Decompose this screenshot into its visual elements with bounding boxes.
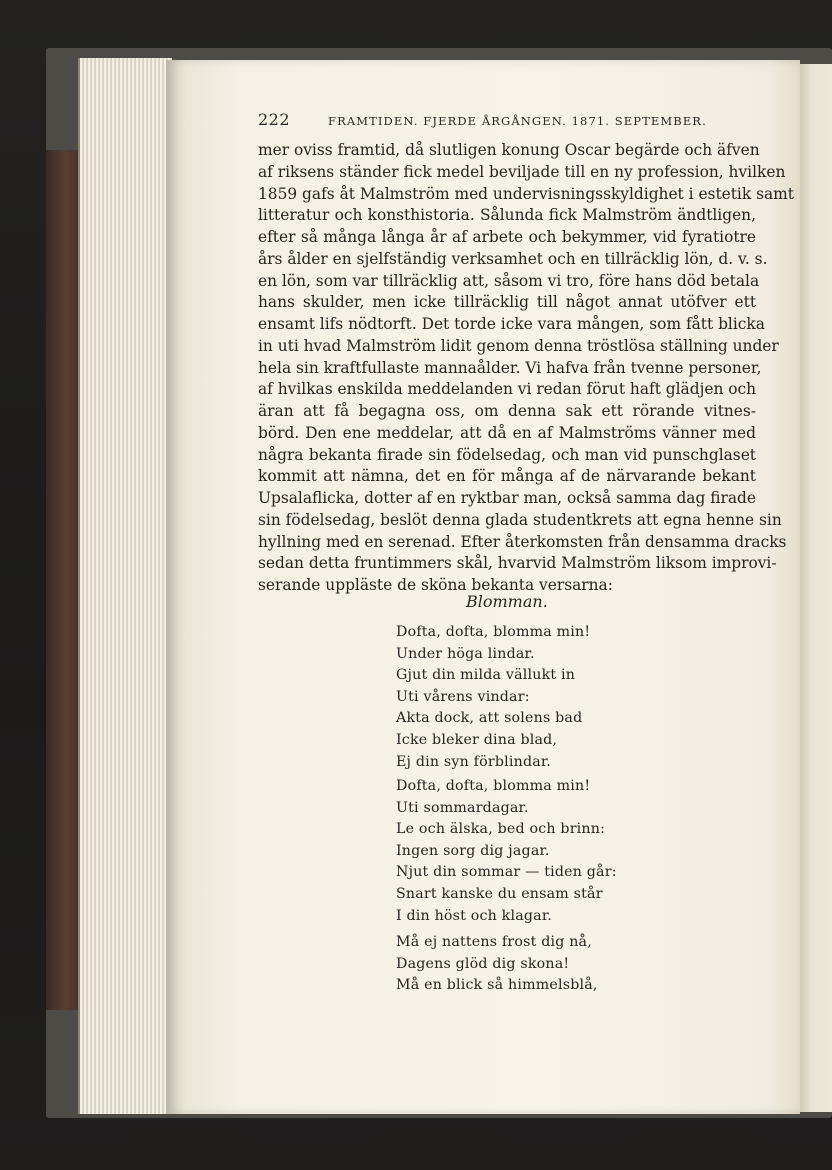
text-line: börd. Den ene meddelar, att då en af Malmströms vänner med bbox=[258, 423, 756, 442]
text-line: 1859 gafs åt Malmström med undervisningsskyldighet i estetik samt bbox=[258, 184, 794, 203]
text-line: efter så många långa år af arbete och bekymmer, vid fyratiotre bbox=[258, 228, 756, 246]
gutter-shadow bbox=[166, 60, 186, 1114]
text-line: ensamt lifs nödtorft. Det torde icke vara mången, som fått blicka bbox=[258, 315, 765, 333]
verse-line: Dofta, dofta, blomma min! bbox=[396, 624, 591, 640]
verse-line: Ej din syn förblindar. bbox=[396, 753, 552, 770]
page-number: 222 bbox=[258, 110, 291, 129]
verse-line: Snart kanske du ensam står bbox=[396, 885, 603, 902]
text-line: hyllning med en serenad. Efter återkomsten från densamma dracks bbox=[258, 532, 787, 551]
text-line: sedan detta fruntimmers skål, hvarvid Malmström liksom improvi- bbox=[258, 554, 777, 573]
text-line: några bekanta firade sin födelsedag, och man vid punschglaset bbox=[258, 445, 756, 464]
verse-line: Le och älska, bed och brinn: bbox=[396, 821, 606, 838]
text-line: in uti hvad Malmström lidit genom denna tröstlösa ställning under bbox=[258, 336, 779, 355]
verse-line: Dofta, dofta, blomma min! bbox=[396, 778, 591, 794]
verse-line: Njut din sommar — tiden går: bbox=[396, 864, 617, 881]
text-line: af riksens ständer fick medel beviljade till en ny profession, hvilken bbox=[258, 162, 786, 181]
verse-line: Akta dock, att solens bad bbox=[396, 710, 583, 727]
poem-stanza-1 bbox=[396, 622, 696, 773]
verse-line: Ingen sorg dig jagar. bbox=[396, 842, 550, 859]
page-header bbox=[258, 110, 758, 134]
poem-title: Blomman. bbox=[466, 592, 548, 611]
text-line: en lön, som var tillräcklig att, såsom vi tro, före hans död betala bbox=[258, 271, 760, 290]
text-line: serande uppläste de sköna bekanta versarna: bbox=[258, 576, 613, 594]
text-line: sin födelsedag, beslöt denna glada studentkrets att egna henne sin bbox=[258, 510, 782, 529]
poem-stanza-3 bbox=[396, 932, 696, 997]
verse-line: Uti sommardagar. bbox=[396, 799, 529, 816]
text-line: litteratur och konsthistoria. Sålunda fick Malmström ändtligen, bbox=[258, 206, 756, 225]
facing-page-edge bbox=[798, 64, 832, 1112]
text-line: års ålder en sjelfständig verksamhet och en tillräcklig lön, d. v. s. bbox=[258, 249, 768, 268]
verse-line: I din höst och klagar. bbox=[396, 907, 552, 924]
text-line: kommit att nämna, det en för många af de närvarande bekant bbox=[258, 467, 756, 486]
text-line: af hvilkas enskilda meddelanden vi redan förut haft glädjen och bbox=[258, 380, 757, 399]
verse-line: Under höga lindar. bbox=[396, 645, 535, 662]
text-line: äran att få begagna oss, om denna sak ett rörande vitnes- bbox=[258, 402, 756, 420]
text-line: Upsalaflicka, dotter af en ryktbar man, också samma dag firade bbox=[258, 489, 756, 507]
verse-line: Uti vårens vindar: bbox=[396, 688, 530, 705]
page-stack-edges bbox=[78, 58, 172, 1114]
verse-line: Dagens glöd dig skona! bbox=[396, 955, 570, 972]
text-line: mer oviss framtid, då slutligen konung Oscar begärde och äfven bbox=[258, 141, 760, 159]
verse-line: Må ej nattens frost dig nå, bbox=[396, 934, 592, 950]
body-text bbox=[258, 140, 794, 597]
verse-line: Gjut din milda vällukt in bbox=[396, 667, 576, 684]
running-header: FRAMTIDEN. FJERDE ÅRGÅNGEN. 1871. SEPTEMBER. bbox=[328, 114, 707, 128]
text-line: hans skulder, men icke tillräcklig till något annat utöfver ett bbox=[258, 293, 756, 312]
poem-stanza-2 bbox=[396, 776, 696, 927]
verse-line: Må en blick så himmelsblå, bbox=[396, 977, 598, 994]
verse-line: Icke bleker dina blad, bbox=[396, 731, 558, 748]
text-line: hela sin kraftfullaste mannaålder. Vi hafva från tvenne personer, bbox=[258, 358, 762, 377]
